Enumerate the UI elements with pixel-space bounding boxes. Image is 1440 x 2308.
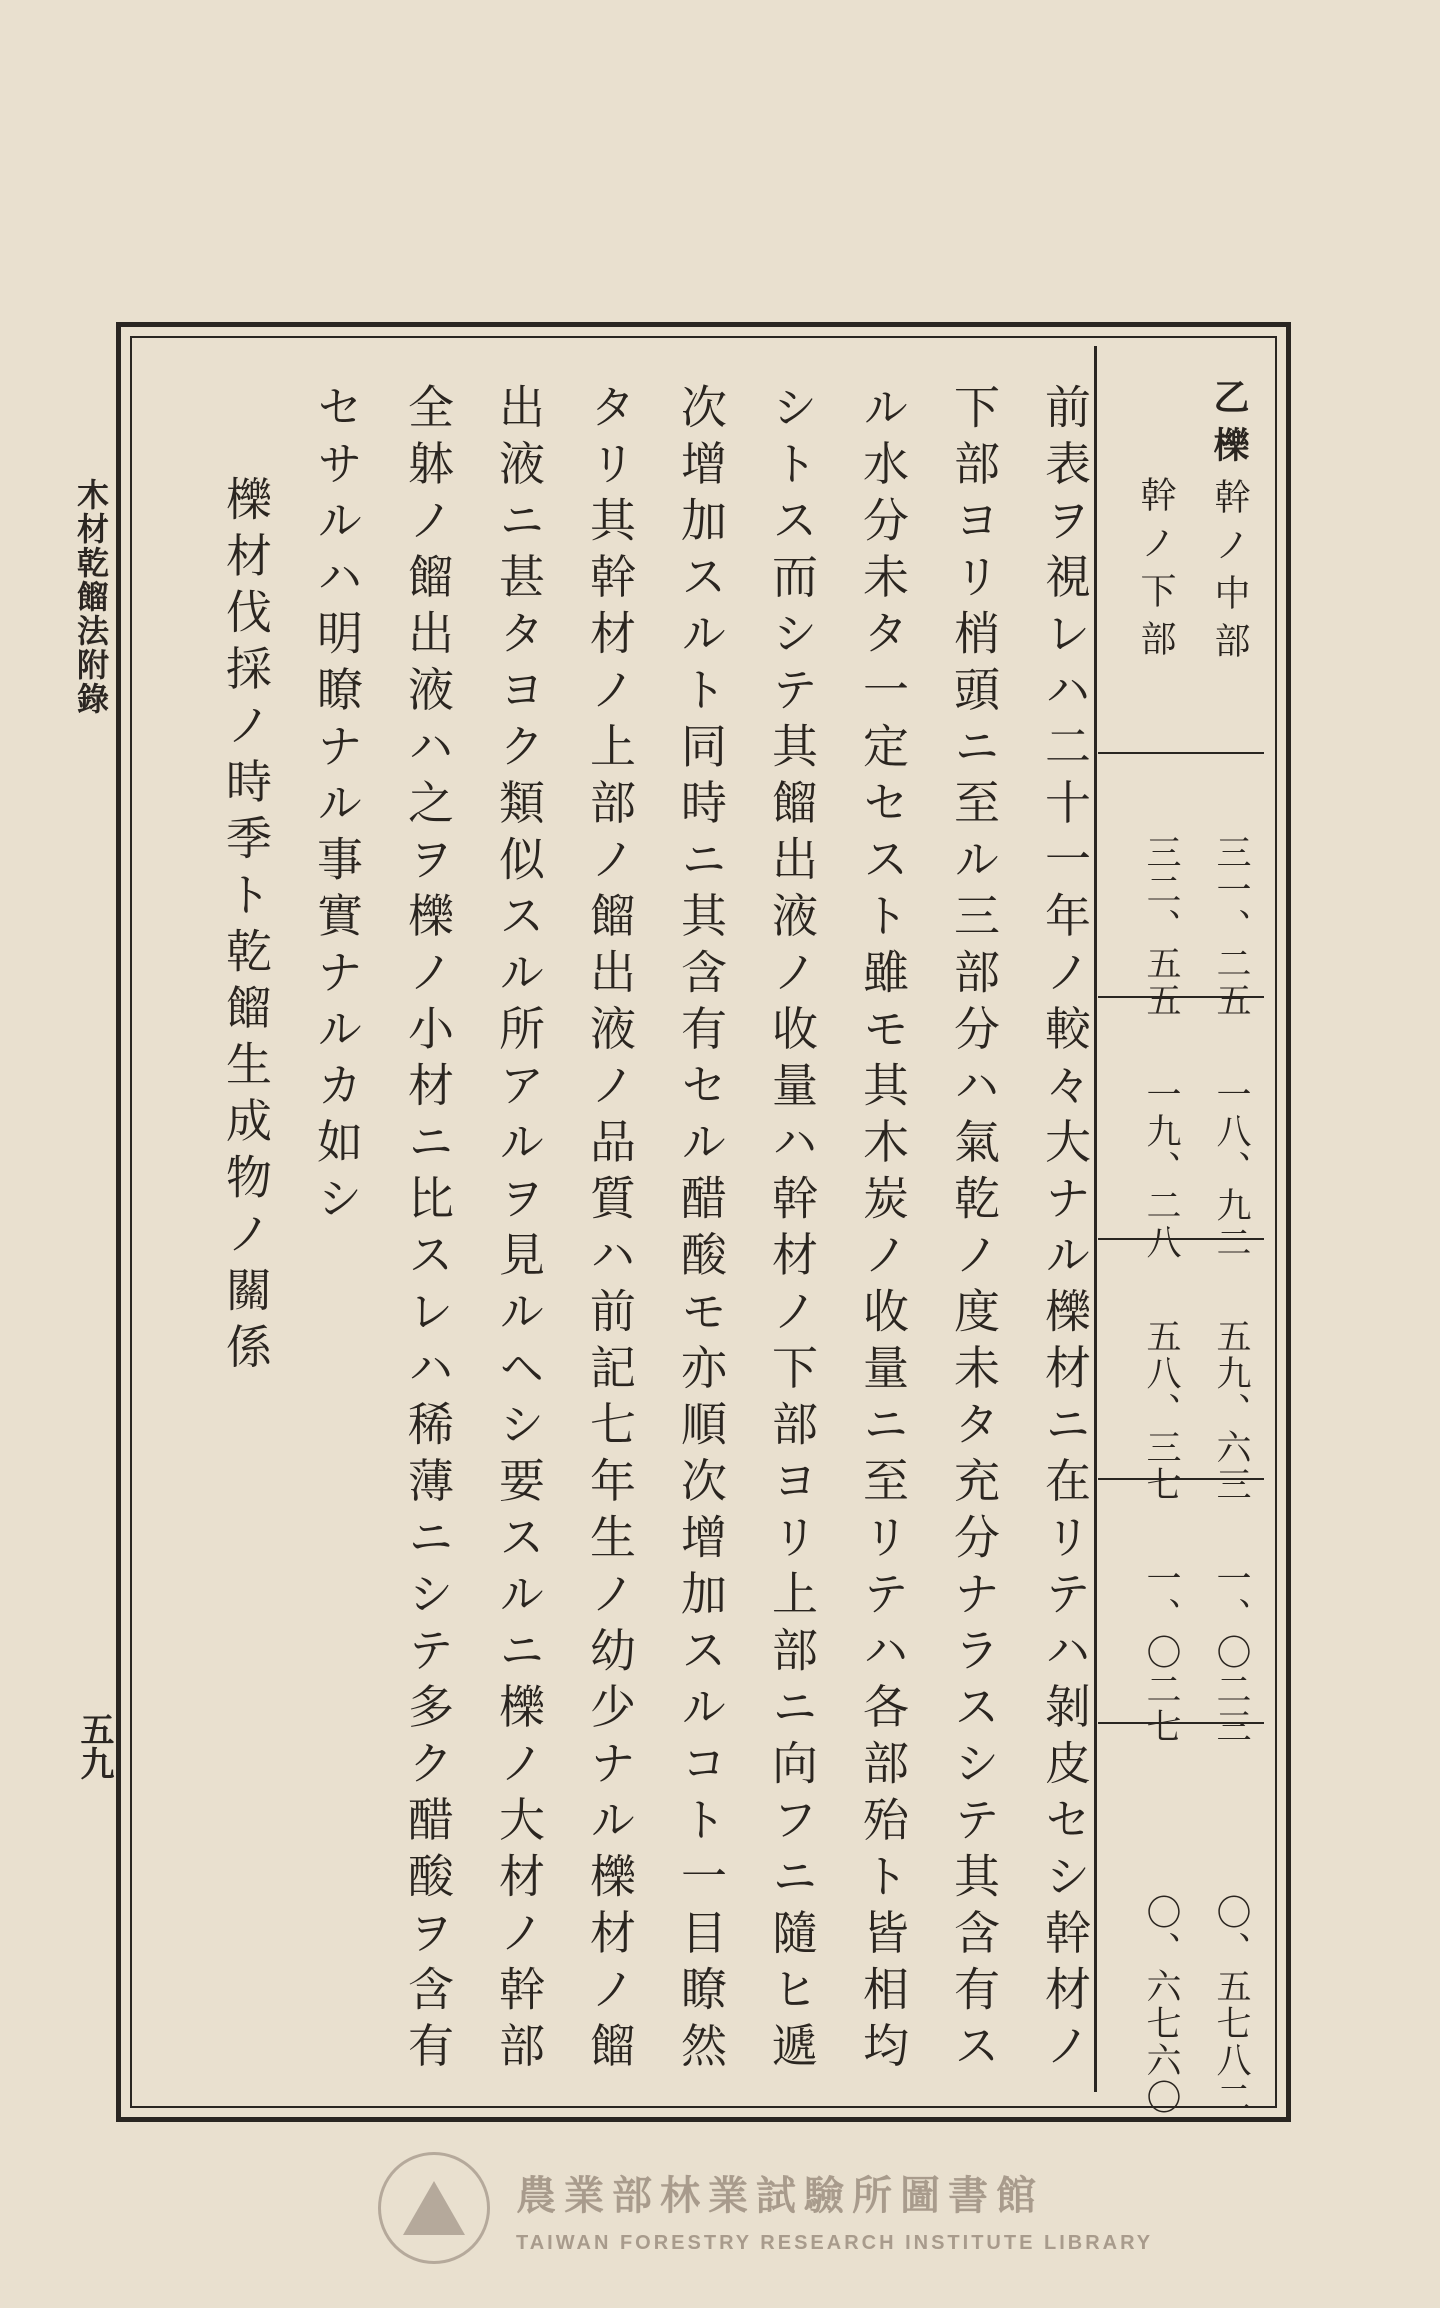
table-rule: [1098, 752, 1264, 754]
running-head: 木材乾餾法附錄: [72, 478, 110, 716]
library-seal-icon: [378, 2152, 490, 2264]
body-column: 全躰ノ餾出液ハ之ヲ櫟ノ小材ニ比スレハ稀薄ニシテ多ク醋酸ヲ含有: [401, 383, 455, 2078]
cell-middle-1: 一八、九二: [1211, 1076, 1251, 1261]
body-column: 出液ニ甚タヨク類似スル所アルヲ見ルヘシ要スルニ櫟ノ大材ノ幹部: [492, 383, 546, 2078]
body-column: タリ其幹材ノ上部ノ餾出液ノ品質ハ前記七年生ノ幼少ナル櫟材ノ餾: [583, 383, 637, 2078]
cell-middle-2: 五九、六三: [1211, 1318, 1251, 1503]
body-column: シトス而シテ其餾出液ノ收量ハ幹材ノ下部ヨリ上部ニ向フニ隨ヒ遞: [765, 383, 819, 2078]
body-column: ル水分未タ一定セスト雖モ其木炭ノ收量ニ至リテハ各部殆ト皆相均: [856, 383, 910, 2078]
cell-lower-2: 五八、三七: [1141, 1318, 1181, 1503]
section-heading: 櫟材伐採ノ時季ト乾餾生成物ノ關係: [219, 475, 273, 1379]
col-header-lower: 幹ノ下部: [1135, 476, 1176, 668]
body-column: 下部ヨリ梢頭ニ至ル三部分ハ氣乾ノ度未タ充分ナラスシテ其含有ス: [947, 383, 1001, 2078]
col-header-middle: 幹ノ中部: [1209, 478, 1250, 670]
body-column: 次增加スルト同時ニ其含有セル醋酸モ亦順次增加スルコト一目瞭然: [674, 383, 728, 2078]
page-number: 五九: [74, 1712, 114, 1780]
cell-middle-4: 〇、五七八二: [1211, 1894, 1251, 2116]
cell-middle-3: 一、〇二三: [1211, 1560, 1251, 1745]
cell-middle-0: 三一、二五: [1211, 834, 1251, 1019]
cell-lower-3: 一、〇二七: [1141, 1560, 1181, 1745]
cell-lower-0: 三二、五五: [1141, 834, 1181, 1019]
cell-lower-4: 〇、六七六〇: [1141, 1894, 1181, 2116]
body-column: セサルハ明瞭ナル事實ナルカ如シ: [310, 383, 364, 1231]
cell-lower-1: 一九、二八: [1141, 1076, 1181, 1261]
body-column: 前表ヲ視レハ二十一年ノ較々大ナル櫟材ニ在リテハ剝皮セシ幹材ノ: [1038, 383, 1092, 2078]
watermark-name-en: TAIWAN FORESTRY RESEARCH INSTITUTE LIBRARY: [516, 2232, 1154, 2254]
species-tree: 櫟: [1208, 426, 1250, 474]
table-divider: [1094, 346, 1097, 2092]
table-species: [1204, 378, 1255, 474]
species-label: 乙: [1208, 378, 1250, 426]
watermark-name-zh: 農業部林業試驗所圖書館: [516, 2172, 1044, 2219]
body-text: [200, 383, 1110, 2103]
